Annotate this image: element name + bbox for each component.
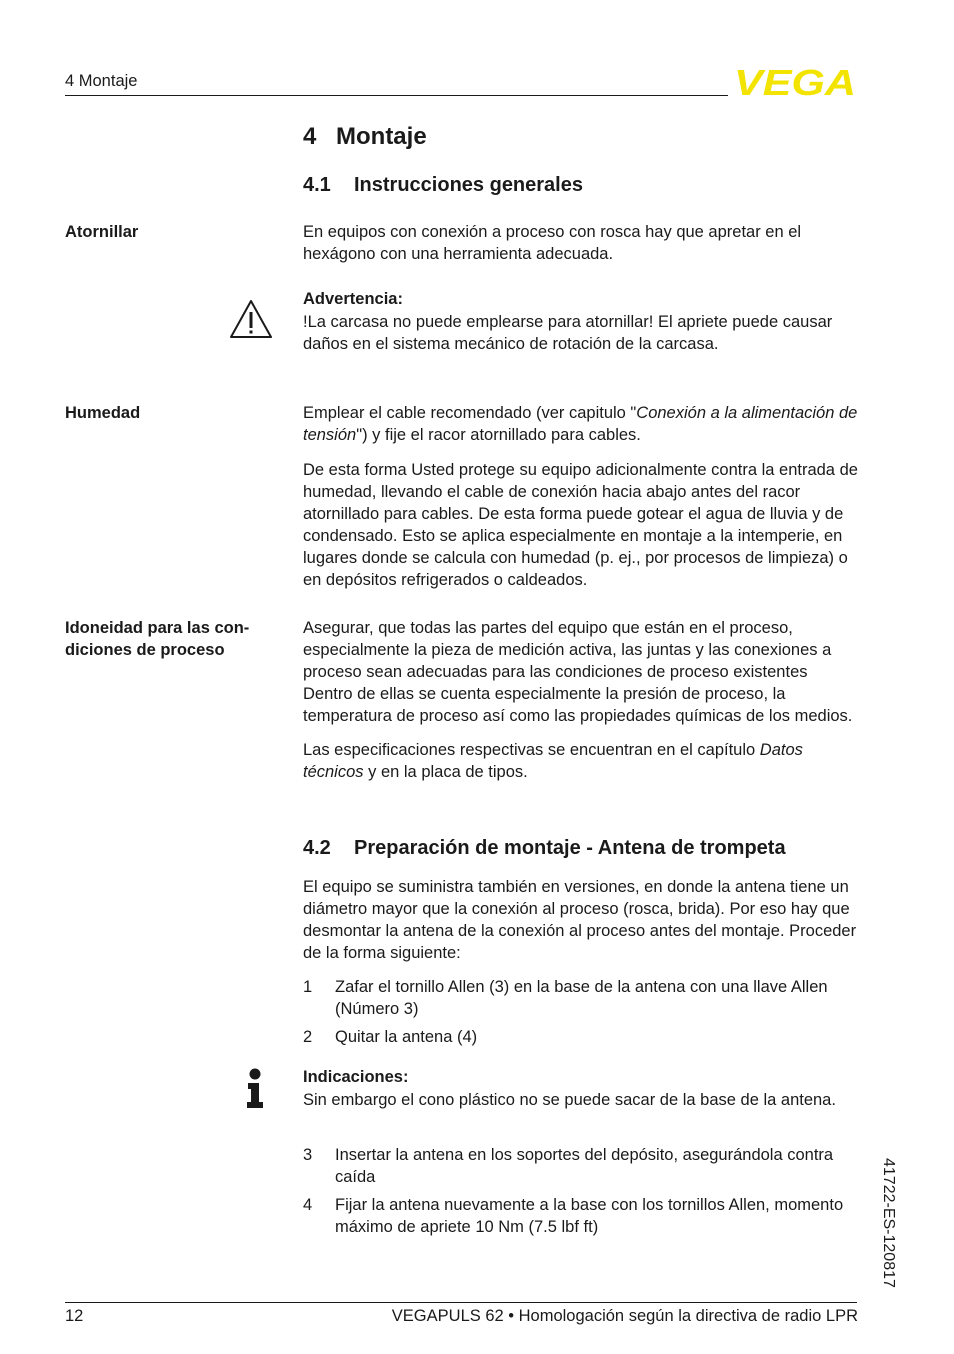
idoneidad-paragraph-1: Asegurar, que todas las partes del equipo que están en el proceso, especialmente la pieza de medición activa, las juntas y las conexiones a proceso sean adecuadas para las condiciones de proceso existentes Dentro de ellas se cuenta especialmente la presión de proceso, la temperatura de proceso así como las propiedades químicas de los medios. xyxy=(303,619,853,725)
footer-rule xyxy=(65,1302,857,1303)
warning-triangle-icon xyxy=(229,298,273,340)
list-item: 1 Zafar el tornillo Allen (3) en la base de la antena con una llave Allen (Número 3) xyxy=(303,978,828,1018)
note-text: Sin embargo el cono plástico no se puede sacar de la base de la antena. xyxy=(303,1091,836,1109)
chapter-reference: Datos técnicos xyxy=(303,741,803,781)
preparation-intro: El equipo se suministra también en versiones, en donde la antena tiene un diámetro mayor que la conexión al proceso (rosca, brida). Por eso hay que desmontar la antena de la conexión al proceso antes del montaje. Proceder de la forma siguiente: xyxy=(303,878,857,962)
idoneidad-text xyxy=(303,617,859,783)
chapter-number: 4 xyxy=(303,123,317,150)
vega-logo-graphic xyxy=(734,66,858,98)
vega-logo xyxy=(734,66,858,98)
section-heading-4-1 xyxy=(303,174,583,197)
humedad-text xyxy=(303,402,859,591)
note-title: Indicaciones: xyxy=(303,1068,409,1086)
page-number: 12 xyxy=(65,1307,84,1325)
margin-label-atornillar: Atornillar xyxy=(65,223,139,241)
chapter-heading xyxy=(303,123,427,151)
atornillar-text xyxy=(303,221,859,265)
vega-logo-text: VEGA xyxy=(734,66,856,98)
humedad-paragraph-1: Emplear el cable recomendado (ver capitulo "Conexión a la alimentación de tensión") y fije el racor atornillado para cables. xyxy=(303,404,858,444)
running-header: 4 Montaje xyxy=(65,72,138,90)
section-title: Instrucciones generales xyxy=(354,174,583,196)
list-item: 2 Quitar la antena (4) xyxy=(303,1028,478,1046)
idoneidad-paragraph-2: Las especificaciones respectivas se encuentran en el capítulo Datos técnicos y en la placa de tipos. xyxy=(303,741,803,781)
chapter-reference: Conexión a la alimentación de tensión xyxy=(303,404,858,444)
warning-text: !La carcasa no puede emplearse para atornillar! El apriete puede causar daños en el sistema mecánico de rotación de la carcasa. xyxy=(303,313,833,353)
chapter-title: Montaje xyxy=(336,123,427,150)
warning-title: Advertencia: xyxy=(303,290,403,308)
header-rule xyxy=(65,95,728,96)
humedad-paragraph-2: De esta forma Usted protege su equipo adicionalmente contra la entrada de humedad, llevando el cable de conexión hacia abajo antes del racor atornillado para cables. De esta forma puede gotear el agua de lluvia y de condensado. Esto se aplica especialmente en montaje a la intemperie, en lugares donde se calcula con humedad (p. ej., por procesos de limpieza) o en depósitos refrigerados o caldeados. xyxy=(303,461,858,589)
info-icon xyxy=(244,1068,266,1110)
note-block xyxy=(303,1066,859,1111)
section-number: 4.1 xyxy=(303,174,331,196)
atornillar-paragraph: En equipos con conexión a proceso con rosca hay que apretar en el hexágono con una herramienta adecuada. xyxy=(303,223,802,263)
footer-title: VEGAPULS 62 • Homologación según la directiva de radio LPR xyxy=(391,1307,858,1325)
list-item: 4 Fijar la antena nuevamente a la base con los tornillos Allen, momento máximo de apriete 10 Nm (7.5 lbf ft) xyxy=(303,1196,844,1236)
margin-label-idoneidad: Idoneidad para las con- diciones de proceso xyxy=(65,619,250,659)
section-heading-4-2 xyxy=(303,837,786,860)
list-item: 3 Insertar la antena en los soportes del depósito, asegurándola contra caída xyxy=(303,1146,834,1186)
section-title: Preparación de montaje - Antena de trompeta xyxy=(354,837,786,859)
warning-block xyxy=(303,288,859,355)
side-document-code: 41722-ES-120817 xyxy=(880,1158,897,1288)
margin-label-humedad: Humedad xyxy=(65,404,141,422)
section-number: 4.2 xyxy=(303,837,331,859)
